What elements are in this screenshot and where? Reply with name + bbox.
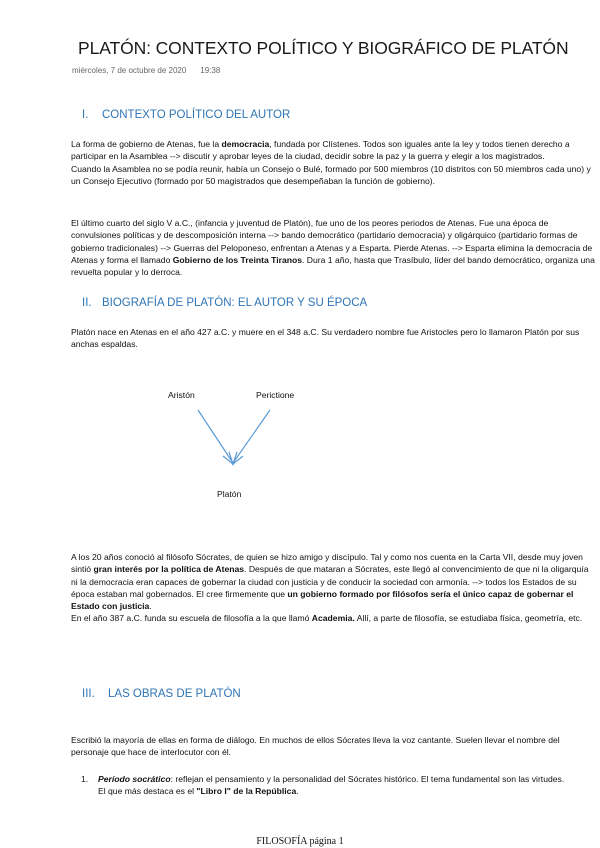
arrow-line-left [198,410,233,463]
section-title: BIOGRAFÍA DE PLATÓN: EL AUTOR Y SU ÉPOCA [102,297,368,309]
section-title: CONTEXTO POLÍTICO DEL AUTOR [102,109,291,121]
section-number: III. [82,688,95,700]
text-run: A los 20 años conoció al filósofo Sócrates, de quien se hizo amigo y discípulo. Tal y como nos cuenta en la Carta VII, desde muy joven sintió [71,552,583,575]
bold-text: democracia [221,139,270,149]
text-run: Allí, a parte de filosofía, se estudiaba física, geometría, etc. [354,613,583,624]
date-text: miércoles, 7 de octubre de 2020 [72,66,187,75]
text-run: . [296,786,299,797]
list-item [98,773,571,798]
text-run: : reflejan el pensamiento y la personalidad del Sócrates histórico. El tema fundamental son las virtudes. El que más destaca es el [98,774,565,797]
paragraph [71,734,596,759]
section-heading-1 [82,109,290,121]
text-run: La forma de gobierno de Atenas, fue la [71,139,222,149]
page-footer: FILOSOFÍA página 1 [256,836,344,847]
section-title: LAS OBRAS DE PLATÓN [108,688,241,700]
text-run: , fundada por Clístenes. Todos son iguales ante la ley y todos tienen derecho a participar en la Asamblea --> discutir y aprobar leyes de la ciudad, decidir sobre la paz y la guerra y elegir a los magistrados. [71,139,570,162]
family-diagram [0,380,600,510]
arrows-svg [0,380,600,480]
paragraph [71,217,596,278]
arrow-head-icon [223,452,233,464]
section-number: II. [82,297,92,309]
bold-text: "Libro I" de la República [196,786,297,797]
text-run: . [149,601,152,612]
paragraph [71,551,596,625]
page-title: PLATÓN: CONTEXTO POLÍTICO Y BIOGRÁFICO DE PLATÓN [78,38,569,58]
bold-text: Academia. [311,613,355,624]
bold-text: Gobierno de los Treinta Tiranos [172,254,302,265]
text-run: . Después de que mataran a Sócrates, este llegó al convencimiento de que ni la oligarquía ni la democracia eran capaces de gobernar la ciudad con justicia y de conducir la sociedad con armonía. --> todos los Estados de su época estaban mal gobernados. El cree firmemente que [71,564,589,599]
numbered-list [81,773,571,798]
child-label: Platón [217,489,242,499]
text-run: En el año 387 a.C. funda su escuela de filosofía a la que llamó [71,613,312,624]
text-run: El último cuarto del siglo V a.C., (infancia y juventud de Platón), fue uno de los peores periodos de Atenas. Fue una época de convulsiones políticas y de descomposición interna --> bando democrático (partidario democracia) y oligárquico (partidario formas de gobierno tradicionales) --> Guerras del Peloponeso, enfrentan a Atenas y a Esparta. Pierde Atenas. --> Esparta elimina la democracia de Atenas y forma el llamado [71,218,593,265]
bold-text: gran interés por la política de Atenas [93,564,245,575]
paragraph [71,138,596,187]
mother-label: Perictione [256,390,295,400]
arrow-line-right [233,410,270,463]
arrow-head-icon [233,452,243,464]
text-run: Platón nace en Atenas en el año 427 a.C. y muere en el 348 a.C. Su verdadero nombre fue Aristocles pero lo llamaron Platón por sus anchas espaldas. [71,327,580,350]
text-run: Escribió la mayoría de ellas en forma de diálogo. En muchos de ellos Sócrates lleva la voz cantante. Suelen llevar el nombre del personaje que hace de interlocutor con él. [71,735,560,758]
list-marker: 1. [81,774,89,784]
time-text: 19:38 [200,66,221,75]
text-run: Cuando la Asamblea no se podía reunir, había un Consejo o Bulé, formado por 500 miembros (10 distritos con 50 miembros cada uno) y un Consejo Ejecutivo (formado por 50 magistrados que desempeñaban la función de gobierno). [71,163,591,186]
bold-text: un gobierno formado por filósofos sería el único capaz de gobernar el Estado con justicia [71,588,574,612]
bold-italic-text: Período socrático [98,774,171,784]
section-number: I. [82,109,89,121]
text-run: . Dura 1 año, hasta que Trasíbulo, líder del bando democrático, organiza una revuelta popular y lo derroca. [71,254,595,278]
section-heading-3 [82,688,241,700]
paragraph [71,326,596,351]
section-heading-2 [82,297,367,309]
page-date [72,66,220,75]
father-label: Aristón [168,390,195,400]
